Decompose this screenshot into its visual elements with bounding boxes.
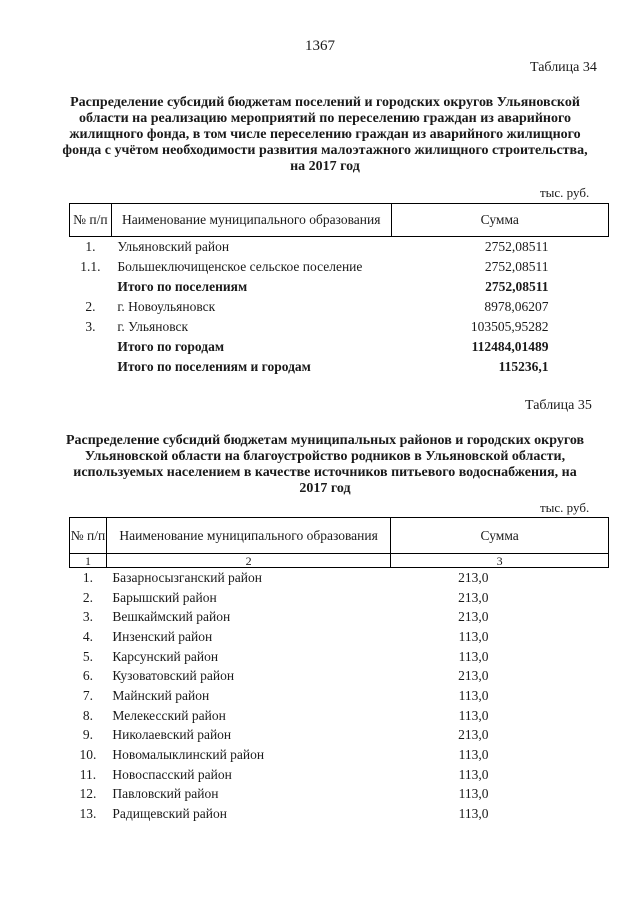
cell-sum: 113,0 [458,786,489,802]
cell-num: 2. [82,589,94,605]
table-row [70,666,609,686]
cell-name: Инзенский район [112,628,213,644]
table34-label: Таблица 34 [530,60,597,75]
cell-sum: 113,0 [458,747,489,763]
cell-name: Барышский район [112,589,217,605]
cell-num: 13. [79,806,97,822]
cell-sum: 112484,01489 [471,339,549,354]
cell-num: 4. [82,628,94,644]
cell-num: 7. [82,687,94,703]
table35-header-num: № п/п [70,518,107,554]
cell-num: 5. [82,648,94,664]
cell-num: 11. [79,766,97,782]
cell-name: Радищевский район [112,806,227,822]
table34 [69,203,609,377]
table35-index-cell: 3 [391,554,609,568]
table35-label: Таблица 35 [525,398,592,413]
cell-name: Вешкаймский район [112,609,231,625]
cell-sum: 113,0 [458,628,489,644]
cell-name: Базарносызганский район [112,569,263,585]
table35-index-cell: 1 [70,554,107,568]
table-row [70,588,609,608]
table-row [70,237,609,258]
table-row [70,804,609,824]
cell-name: Новомалыклинский район [112,747,265,763]
table-row [70,337,609,357]
cell-sum: 113,0 [458,806,489,822]
table-row [70,785,609,805]
table-row [70,357,609,377]
cell-name: Новоспасский район [112,766,232,782]
cell-num [70,277,112,297]
cell-num: 6. [82,668,94,684]
cell-num: 8. [82,707,94,723]
table-row [70,686,609,706]
cell-num: 10. [79,747,97,763]
table-row [70,297,609,317]
cell-num: 12. [79,786,97,802]
cell-sum: 103505,95282 [470,319,549,334]
cell-sum: 8978,06207 [484,299,549,314]
cell-sum: 213,0 [458,668,489,684]
table34-title: Распределение субсидий бюджетам поселений и городских округов Ульяновской области на реализацию мероприятий по переселению граждан из аварийного жилищного фонда, в том числе переселению граждан из аварийного жилищного фонда с учётом необходимости развития малоэтажного жилищного строительства, на 2017 год [62,95,588,174]
table-row [70,706,609,726]
table34-header-num: № п/п [70,204,112,237]
table-row [70,647,609,667]
cell-num [70,337,112,357]
table-row [70,568,609,588]
cell-sum: 213,0 [458,569,489,585]
cell-sum: 113,0 [458,648,489,664]
cell-name: Итого по поселениям [117,279,248,294]
table-row [70,317,609,337]
cell-name: Кузоватовский район [112,668,235,684]
table-row [70,257,609,277]
table-row [70,607,609,627]
cell-sum: 213,0 [458,727,489,743]
cell-name: Николаевский район [112,727,232,743]
table35-body [70,568,609,824]
cell-num: 2. [85,299,96,314]
table-row [70,726,609,746]
table34-body [70,237,609,378]
cell-num: 9. [82,727,94,743]
cell-num: 1. [85,239,96,254]
cell-name: г. Ульяновск [117,319,189,334]
cell-name: Майнский район [112,687,210,703]
cell-name: Итого по поселениям и городам [117,359,311,374]
cell-name: Итого по городам [117,339,225,354]
cell-name: Мелекесский район [112,707,226,723]
cell-sum: 115236,1 [498,359,549,374]
table35-title: Распределение субсидий бюджетам муниципальных районов и городских округов Ульяновской области на благоустройство родников в Ульяновской области, используемых населением в качестве источников питьевого водоснабжения, на 2017 год [65,433,585,496]
cell-sum: 2752,08511 [484,259,549,274]
cell-name: г. Новоульяновск [117,299,216,314]
cell-num: 3. [85,319,96,334]
table-row [70,277,609,297]
cell-sum: 213,0 [458,589,489,605]
table34-header-sum: Сумма [391,204,608,237]
table34-unit: тыс. руб. [540,185,590,200]
cell-sum: 113,0 [458,707,489,723]
table-row [70,745,609,765]
cell-sum: 213,0 [458,609,489,625]
table-row [70,765,609,785]
table34-header-name: Наименование муниципального образования [111,204,391,237]
page-number: 1367 [305,38,335,54]
table35-header-sum: Сумма [391,518,609,554]
cell-num [70,357,112,377]
cell-name: Ульяновский район [117,239,230,254]
cell-sum: 113,0 [458,766,489,782]
cell-sum: 2752,08511 [484,239,549,254]
cell-num: 3. [82,609,94,625]
cell-name: Карсунский район [112,648,219,664]
cell-name: Павловский район [112,786,219,802]
table35-index-cell: 2 [106,554,390,568]
cell-num: 1.1. [80,259,101,274]
cell-sum: 113,0 [458,687,489,703]
table-row [70,627,609,647]
cell-sum: 2752,08511 [485,279,549,294]
table35-unit: тыс. руб. [540,500,590,515]
table35 [69,517,609,824]
table35-header-name: Наименование муниципального образования [106,518,390,554]
cell-num: 1. [82,569,94,585]
cell-name: Большеключищенское сельское поселение [117,259,363,274]
